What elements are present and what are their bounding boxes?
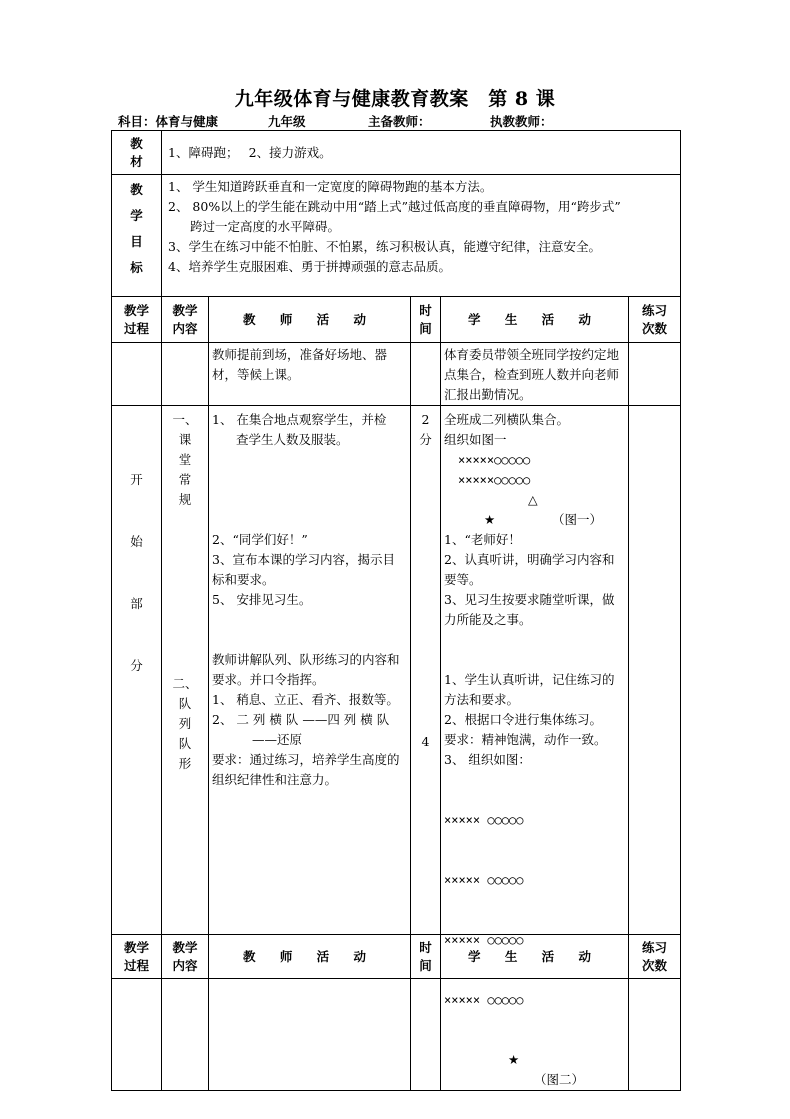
section1-title: 一、 课 堂 常 规 bbox=[172, 412, 198, 507]
start-process-label: 开 始 部 分 bbox=[112, 406, 162, 1091]
formation-diagram-1: ×××××○○○○○ ×××××○○○○○ bbox=[458, 453, 531, 487]
prep-student: 体育委员带领全班同学按约定地点集合，检查到班人数并向老师汇报出勤情况。 bbox=[441, 343, 629, 406]
start-teacher: 1、 在集合地点观察学生，并检 查学生人数及服装。 2、“同学们好！” 3、宣布本课的学习内容，揭示目标和要求。 5、 安排见习生。 教师讲解队列、队形练习的内容和要求。并口令指挥。 1、 稍息、立正、看齐、报数等。 2、 二 列 横 队 ——四 列 横 队 ——还原 要求：通过练习，培养学生高度的组织纪律性和注意力。 bbox=[209, 406, 411, 1091]
col-reps: 练习 次数 bbox=[629, 297, 681, 343]
figure-1-caption: （图一） bbox=[552, 512, 603, 527]
col-process: 教学 过程 bbox=[112, 297, 162, 343]
main-teacher-label: 主备教师： bbox=[368, 114, 431, 129]
col-time: 时 间 bbox=[411, 297, 441, 343]
page-title: 九年级体育与健康教育教案 第 8 课 bbox=[234, 88, 556, 110]
star-icon: ★ bbox=[484, 512, 496, 527]
grade-label: 九年级 bbox=[268, 114, 306, 129]
column-header-row bbox=[112, 297, 681, 343]
start-content bbox=[162, 406, 209, 1091]
subject-label: 科目：体育与健康 bbox=[118, 114, 219, 129]
objectives-label: 教 学 目 标 bbox=[112, 175, 162, 297]
material-text: 1、障碍跑； 2、接力游戏。 bbox=[162, 131, 681, 175]
objectives-row bbox=[112, 175, 681, 297]
continuation-header-table bbox=[111, 934, 681, 979]
figure-2-caption: （图二） bbox=[534, 1072, 585, 1087]
exec-teacher-label: 执教教师： bbox=[490, 114, 553, 129]
prep-row bbox=[112, 343, 681, 406]
triangle-icon: △ bbox=[528, 492, 538, 507]
col-teacher: 教 师 活 动 bbox=[209, 297, 411, 343]
col-student: 学 生 活 动 bbox=[441, 297, 629, 343]
star-icon-2: ★ bbox=[508, 1052, 520, 1067]
start-time: 2 分 4 bbox=[411, 406, 441, 1091]
column-header-row-2: 教学 过程 教学 内容 教 师 活 动 时 间 学 生 活 动 练习 次数 bbox=[112, 935, 681, 979]
start-student: 全班成二列横队集合。 组织如图一 ×××××○○○○○ ×××××○○○○○ △ ★ （图一） 1、“老师好！ 2、认真听讲，明确学习内容和要等。 3、见习生按要求随堂听课，做力所能及之事。 1、学生认真听讲，记住练习的方法和要求。 2、根据口令进行集体练习。 要求：精神饱满，动作一致。 3、 组织如图： ××××× ○○○○○ ××××× ○○○○○ ××××× ○○○○○ ××××× ○○○○○ ★ （图二） bbox=[441, 406, 629, 1091]
section2-title: 二、 队 列 队 形 bbox=[172, 676, 198, 771]
formation-diagram-2: ××××× ○○○○○ ××××× ○○○○○ ××××× ○○○○○ ××××× ○○○○○ bbox=[444, 813, 524, 1007]
objectives-text: 1、 学生知道跨跃垂直和一定宽度的障碍物跑的基本方法。 2、 80%以上的学生能在跳动中用“踏上式”越过低高度的垂直障碍物，用“跨步式” 跨过一定高度的水平障碍。 3、学生在练习中能不怕脏、不怕累，练习积极认真，能遵守纪律，注意安全。 4、培养学生克服困难、勇于拼搏顽强的意志品质。 bbox=[162, 175, 681, 297]
material-label: 教 材 bbox=[112, 131, 162, 175]
col-content: 教学 内容 bbox=[162, 297, 209, 343]
start-section-row bbox=[112, 406, 681, 1091]
material-row bbox=[112, 131, 681, 175]
prep-teacher: 教师提前到场，准备好场地、器材，等候上课。 bbox=[209, 343, 411, 406]
